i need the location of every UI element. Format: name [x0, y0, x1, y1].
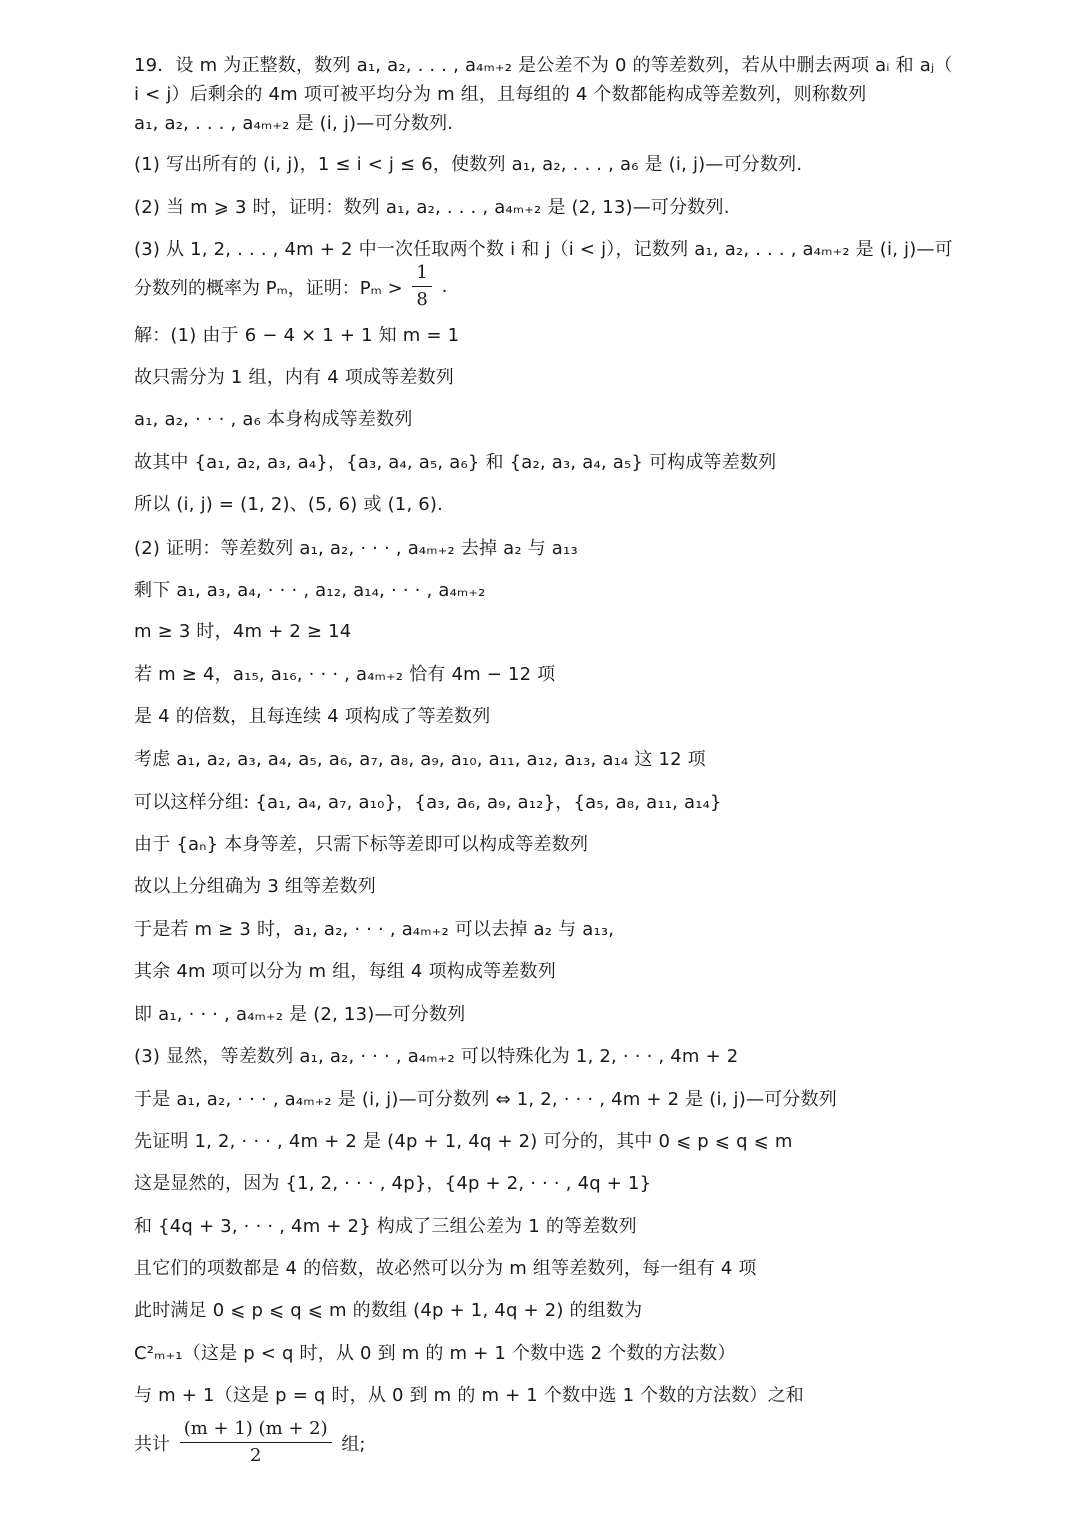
total-fraction — [180, 1418, 332, 1467]
solution-line: 和 {4q + 3, · · · , 4m + 2} 构成了三组公差为 1 的等差数列 — [134, 1216, 637, 1237]
solution-line: 是 4 的倍数，且每连续 4 项构成了等差数列 — [134, 706, 491, 727]
solution-line: 即 a₁, · · · , a₄ₘ₊₂ 是 (2, 13)—可分数列 — [134, 1004, 466, 1025]
fraction-numerator: (m + 1) (m + 2) — [180, 1418, 332, 1443]
solution-line: 故以上分组确为 3 组等差数列 — [134, 876, 376, 897]
solution-line: 剩下 a₁, a₃, a₄, · · · , a₁₂, a₁₄, · · · , a₄ₘ₊₂ — [134, 580, 486, 601]
solution-line: 于是 a₁, a₂, · · · , a₄ₘ₊₂ 是 (i, j)—可分数列 ⇔ 1, 2, · · · , 4m + 2 是 (i, j)—可分数列 — [134, 1089, 837, 1110]
problem-line-1: 19．设 m 为正整数，数列 a₁, a₂, . . . , a₄ₘ₊₂ 是公差不为 0 的等差数列，若从中删去两项 aᵢ 和 aⱼ（ — [134, 55, 953, 76]
solution-line: 此时满足 0 ⩽ p ⩽ q ⩽ m 的数组 (4p + 1, 4q + 2) 的组数为 — [134, 1300, 643, 1321]
question-3-line-1: (3) 从 1, 2, . . . , 4m + 2 中一次任取两个数 i 和 j（i < j），记数列 a₁, a₂, . . . , a₄ₘ₊₂ 是 (i, j)—可 — [134, 239, 953, 260]
solution-line: m ≥ 3 时，4m + 2 ≥ 14 — [134, 621, 352, 642]
solution-line: 由于 {aₙ} 本身等差，只需下标等差即可以构成等差数列 — [134, 834, 589, 855]
probability-fraction — [412, 262, 431, 311]
final-total-prefix: 共计 — [134, 1433, 170, 1455]
final-total-suffix: 组; — [341, 1433, 366, 1455]
solution-line: 若 m ≥ 4，a₁₅, a₁₆, · · · , a₄ₘ₊₂ 恰有 4m − 12 项 — [134, 664, 556, 685]
solution-line: (3) 显然，等差数列 a₁, a₂, · · · , a₄ₘ₊₂ 可以特殊化为 1, 2, · · · , 4m + 2 — [134, 1046, 739, 1067]
question-2: (2) 当 m ⩾ 3 时，证明：数列 a₁, a₂, . . . , a₄ₘ₊₂ 是 (2, 13)—可分数列. — [134, 197, 730, 218]
solution-line: 与 m + 1（这是 p = q 时，从 0 到 m 的 m + 1 个数中选 1 个数的方法数）之和 — [134, 1385, 804, 1406]
final-total-line — [134, 1418, 365, 1467]
solution-line: 可以这样分组: {a₁, a₄, a₇, a₁₀}，{a₃, a₆, a₉, a₁₂}，{a₅, a₈, a₁₁, a₁₄} — [134, 792, 722, 813]
problem-line-2: i < j）后剩余的 4m 项可被平均分为 m 组，且每组的 4 个数都能构成等差数列，则称数列 — [134, 84, 867, 105]
solution-line: 故其中 {a₁, a₂, a₃, a₄}，{a₃, a₄, a₅, a₆} 和 {a₂, a₃, a₄, a₅} 可构成等差数列 — [134, 452, 777, 473]
solution-line: 于是若 m ≥ 3 时，a₁, a₂, · · · , a₄ₘ₊₂ 可以去掉 a₂ 与 a₁₃, — [134, 919, 615, 940]
fraction-numerator: 1 — [412, 262, 431, 287]
solution-line: 考虑 a₁, a₂, a₃, a₄, a₅, a₆, a₇, a₈, a₉, a₁₀, a₁₁, a₁₂, a₁₃, a₁₄ 这 12 项 — [134, 749, 706, 770]
question-3-line-2-prefix: 分数列的概率为 Pₘ，证明：Pₘ > — [134, 277, 403, 299]
fraction-denominator: 8 — [416, 289, 428, 310]
solution-line: 且它们的项数都是 4 的倍数，故必然可以分为 m 组等差数列，每一组有 4 项 — [134, 1258, 757, 1279]
question-3-line-2-suffix: . — [441, 276, 448, 297]
solution-line: 所以 (i, j) = (1, 2)、(5, 6) 或 (1, 6). — [134, 494, 444, 515]
fraction-denominator: 2 — [249, 1445, 262, 1466]
solution-line: C²ₘ₊₁（这是 p < q 时，从 0 到 m 的 m + 1 个数中选 2 个数的方法数） — [134, 1343, 736, 1364]
solution-line: (2) 证明：等差数列 a₁, a₂, · · · , a₄ₘ₊₂ 去掉 a₂ 与 a₁₃ — [134, 538, 578, 559]
question-3-line-2 — [134, 262, 447, 311]
solution-line: 先证明 1, 2, · · · , 4m + 2 是 (4p + 1, 4q + 2) 可分的，其中 0 ⩽ p ⩽ q ⩽ m — [134, 1131, 793, 1152]
solution-line: 其余 4m 项可以分为 m 组，每组 4 项构成等差数列 — [134, 961, 556, 982]
solution-line: 这是显然的，因为 {1, 2, · · · , 4p}，{4p + 2, · · · , 4q + 1} — [134, 1173, 652, 1194]
solution-line: 故只需分为 1 组，内有 4 项成等差数列 — [134, 367, 454, 388]
problem-line-3: a₁, a₂, . . . , a₄ₘ₊₂ 是 (i, j)—可分数列. — [134, 113, 454, 134]
question-1: (1) 写出所有的 (i, j)，1 ≤ i < j ≤ 6，使数列 a₁, a₂, . . . , a₆ 是 (i, j)—可分数列. — [134, 154, 803, 175]
solution-line: a₁, a₂, · · · , a₆ 本身构成等差数列 — [134, 409, 413, 430]
solution-line: 解：(1) 由于 6 − 4 × 1 + 1 知 m = 1 — [134, 325, 460, 346]
